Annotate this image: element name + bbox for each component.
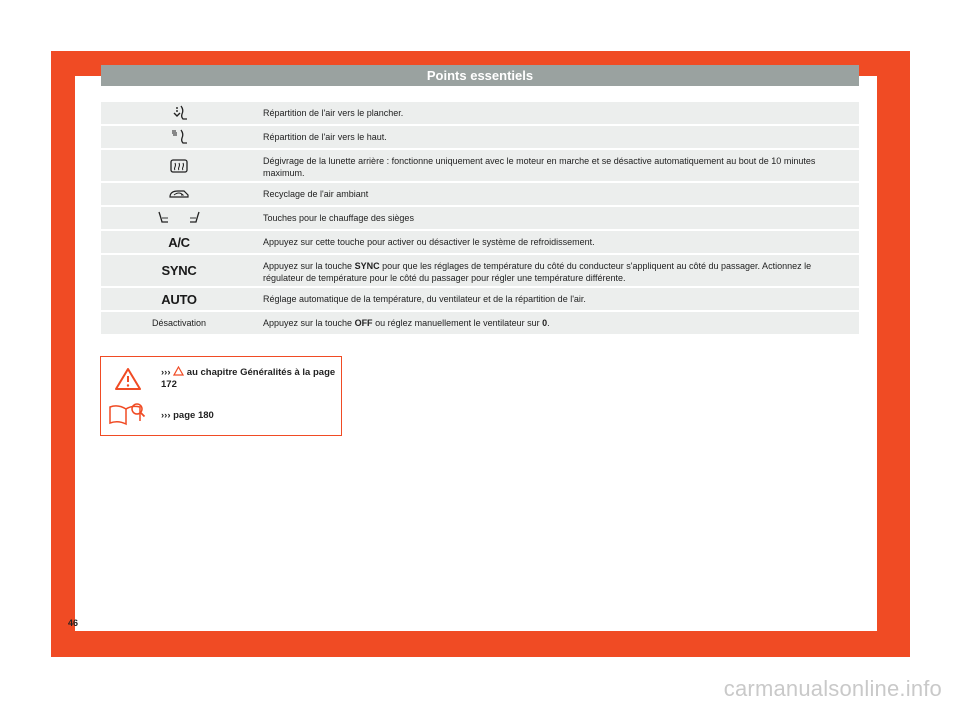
table-row — [101, 255, 859, 286]
watermark: carmanualsonline.info — [723, 676, 942, 701]
off-label: Désactivation — [151, 318, 207, 328]
controls-table — [101, 100, 859, 336]
warning-small-icon — [173, 366, 184, 376]
zero-keyword: 0 — [542, 318, 548, 328]
ac-label: A/C — [168, 234, 190, 250]
table-row — [101, 207, 859, 229]
warning-text[interactable]: ››› au chapitre Généralités à la page 172 — [161, 367, 336, 390]
row-text: Répartition de l'air vers le plancher. — [257, 102, 859, 124]
off-keyword: OFF — [354, 318, 373, 328]
book-icon — [107, 401, 147, 427]
table-row — [101, 288, 859, 310]
table-row — [101, 231, 859, 253]
warning-box — [100, 356, 342, 436]
table-row — [101, 126, 859, 148]
row-text: Appuyez sur la touche OFF ou réglez manuellement le ventilateur sur 0. — [257, 312, 859, 334]
table-row — [101, 312, 859, 334]
sync-label: SYNC — [161, 263, 197, 278]
air-up-icon — [170, 129, 188, 145]
seat-heating-icon — [157, 211, 201, 225]
page-number: 46 — [68, 618, 79, 628]
auto-label: AUTO — [161, 291, 197, 307]
row-text: Réglage automatique de la température, du ventilateur et de la répartition de l'air. — [257, 288, 859, 310]
row-text: Répartition de l'air vers le haut. — [257, 126, 859, 148]
table-row — [101, 150, 859, 181]
rear-defrost-icon — [170, 159, 188, 173]
air-floor-icon — [170, 105, 188, 121]
recirculation-icon — [168, 188, 190, 200]
table-row — [101, 102, 859, 124]
row-text: Appuyez sur la touche SYNC pour que les réglages de température du côté du conducteur s'appliquent au côté du passager. Actionnez le régulateur de température pour le côté du passager pour régler une température différente. — [257, 255, 859, 286]
row-text: Recyclage de l'air ambiant — [257, 183, 859, 205]
warning-icon — [114, 367, 142, 391]
section-header: Points essentiels — [101, 65, 859, 86]
sync-keyword: SYNC — [354, 261, 380, 271]
row-text: Appuyez sur cette touche pour activer ou désactiver le système de refroidissement. — [257, 231, 859, 253]
row-text: Dégivrage de la lunette arrière : fonctionne uniquement avec le moteur en marche et se désactive automatiquement au bout de 10 minutes maximum. — [257, 150, 859, 181]
row-text: Touches pour le chauffage des sièges — [257, 207, 859, 229]
table-row — [101, 183, 859, 205]
page-reference-link[interactable]: ››› page 180 — [161, 410, 214, 421]
